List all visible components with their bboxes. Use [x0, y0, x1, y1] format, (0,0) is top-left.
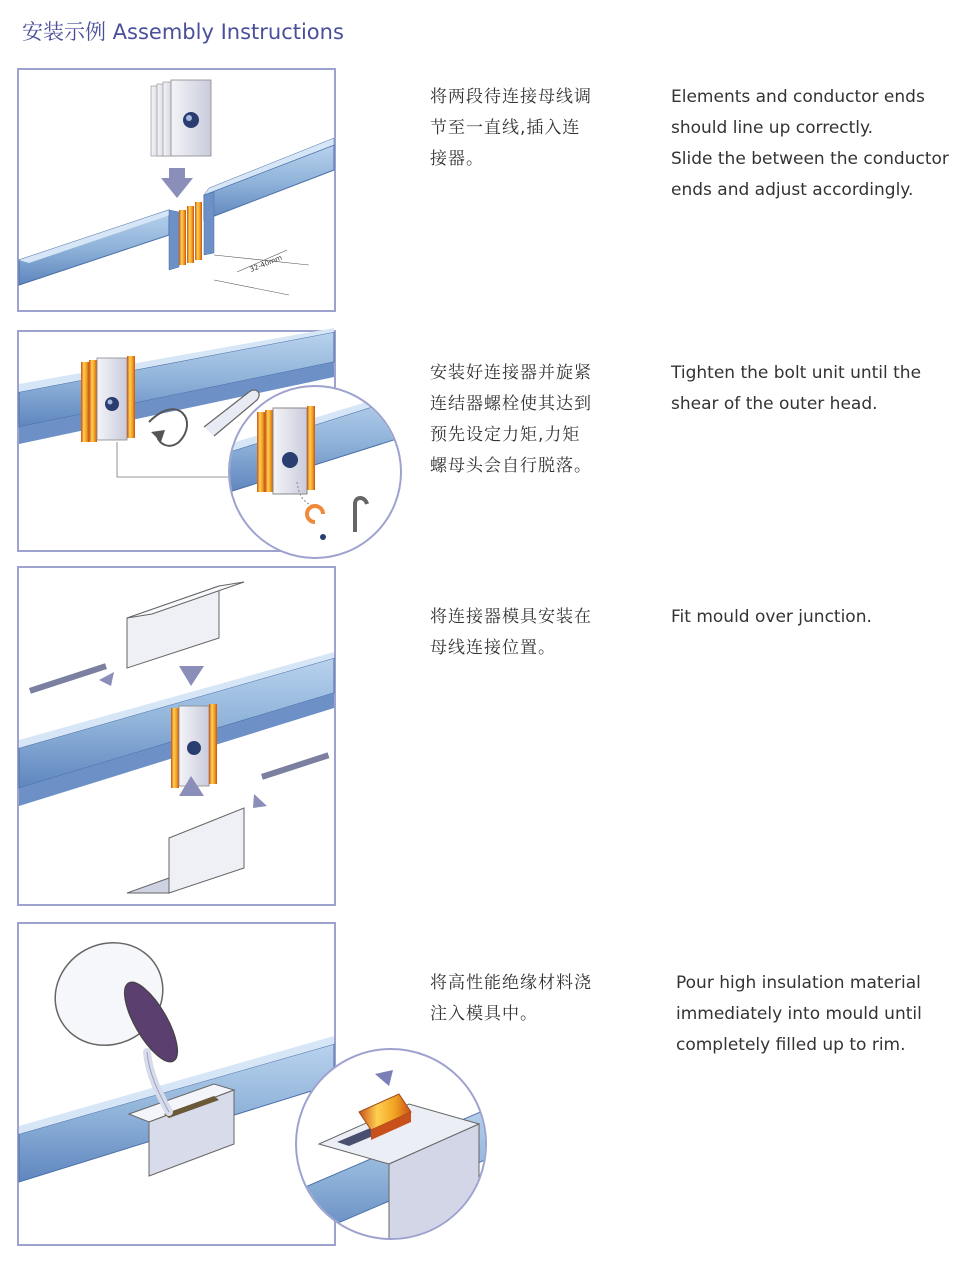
step-1-english-text: Elements and conductor ends should line up correctly. Slide the between the conductor ends and adjust accordingly. — [671, 87, 949, 200]
step-3-english-text: Fit mould over junction. — [671, 607, 872, 627]
pouring-can — [36, 923, 187, 1069]
step-2-chinese-text: 安装好连接器并旋紧 连结器螺栓使其达到 预先设定力矩,力矩 螺母头会自行脱落。 — [430, 363, 592, 476]
lower-mould-half — [127, 808, 244, 893]
step-3-chinese-text: 将连接器模具安装在 母线连接位置。 — [430, 607, 592, 658]
left-arrow — [253, 794, 267, 808]
conductor-fins — [179, 202, 202, 265]
step-3-diagram — [19, 568, 334, 904]
down-arrow — [179, 666, 204, 686]
installed-connector — [171, 704, 217, 788]
right-arrow — [99, 672, 114, 686]
step-1-chinese-text: 将两段待连接母线调 节至一直线,插入连 接器。 — [430, 87, 592, 169]
step-2-diagram — [19, 332, 334, 550]
page-title: 安装示例 Assembly Instructions — [22, 20, 344, 44]
step-4-chinese-text: 将高性能绝缘材料浇 注入模具中。 — [430, 973, 592, 1024]
zoom-detail — [289, 1049, 499, 1254]
step-4-english-text: Pour high insulation material immediately into mould until completely filled up to rim. — [676, 973, 922, 1055]
step-3-illustration — [17, 566, 336, 906]
upper-mould-half — [127, 582, 244, 668]
step-2-illustration — [17, 330, 336, 552]
zoom-detail — [229, 386, 419, 558]
step-1-diagram — [19, 70, 334, 310]
connector-block — [151, 80, 211, 156]
installed-connector — [81, 356, 135, 442]
dimension-label: 32-40mm — [248, 253, 284, 274]
step-1-illustration — [17, 68, 336, 312]
step-2-english-text: Tighten the bolt unit until the shear of the outer head. — [671, 363, 922, 414]
down-arrow — [169, 168, 185, 178]
step-4-illustration — [17, 922, 336, 1246]
step-4-diagram — [19, 924, 334, 1244]
